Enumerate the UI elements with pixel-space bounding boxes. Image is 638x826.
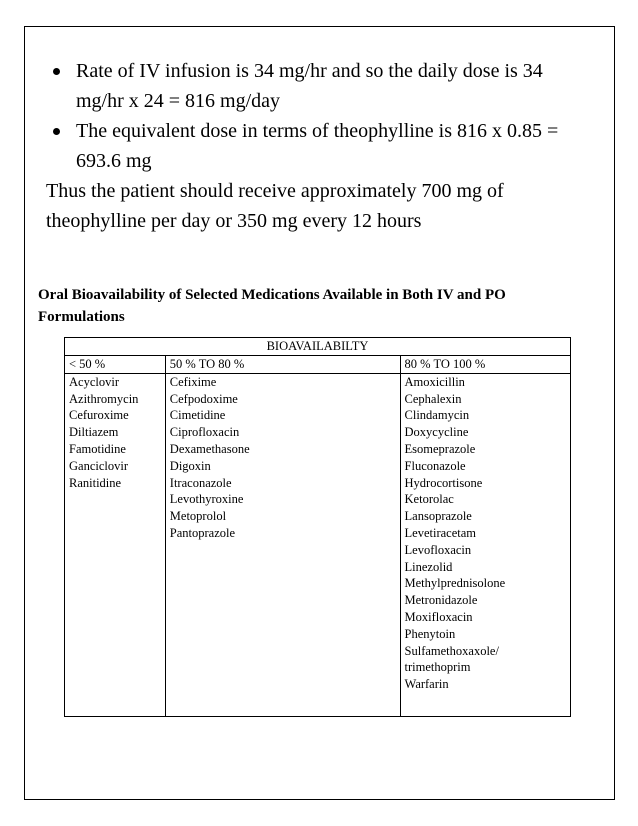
drug-name: Sulfamethoxaxole/ [404,643,499,658]
table-group-header: BIOAVAILABILTY [65,338,571,356]
list-item: The equivalent dose in terms of theophylline is 816 x 0.85 = 693.6 mg [52,116,592,176]
drug-name: Moxifloxacin [404,609,473,624]
drug-name: trimethoprim [404,660,471,675]
list-item: Rate of IV infusion is 34 mg/hr and so the daily dose is 34 mg/hr x 24 = 816 mg/day [52,56,592,116]
table-caption: Oral Bioavailability of Selected Medications Available in Both IV and PO Formulations [38,287,506,325]
drug-name: Pantoprazole [169,525,236,540]
bioavailability-table [64,337,571,717]
drug-name: Cefuroxime [69,408,129,423]
drug-name: Clindamycin [404,408,470,423]
drug-name: Linezolid [404,559,453,574]
drug-name: Metoprolol [169,509,227,524]
dose-calculation-list [52,56,592,176]
column-header-mid: 50 % TO 80 % [165,356,400,374]
drug-name: Famotidine [69,441,126,456]
conclusion-paragraph: Thus the patient should receive approximately 700 mg of theophylline per day or 350 mg every 12 hours [46,180,504,232]
drug-name: Lansoprazole [404,509,472,524]
drug-name: Cefpodoxime [169,391,238,406]
drug-name: Ganciclovir [69,458,129,473]
drug-name: Dexamethasone [169,441,250,456]
drug-name: Levetiracetam [404,525,476,540]
column-mid-items [165,373,400,716]
drug-name: Levofloxacin [404,542,472,557]
column-header-low: < 50 % [65,356,166,374]
drug-name: Doxycycline [404,425,469,440]
drug-name: Esomeprazole [404,441,476,456]
drug-name: Metronidazole [404,593,478,608]
drug-name: Cefixime [169,374,217,389]
drug-name: Methylprednisolone [404,576,506,591]
drug-name: Diltiazem [69,425,119,440]
drug-name: Phenytoin [404,626,456,641]
column-low-items [65,373,166,716]
drug-name: Acyclovir [69,374,119,389]
drug-name: Hydrocortisone [404,475,483,490]
drug-name: Cephalexin [404,391,462,406]
drug-name: Fluconazole [404,458,466,473]
drug-name: Amoxicillin [404,374,465,389]
column-high-items [400,373,570,716]
drug-name: Ciprofloxacin [169,425,240,440]
drug-name: Ranitidine [69,475,122,490]
drug-name: Ketorolac [404,492,454,507]
drug-name: Digoxin [169,458,211,473]
drug-name: Cimetidine [169,408,226,423]
drug-name: Itraconazole [169,475,232,490]
drug-name: Azithromycin [69,391,139,406]
drug-name: Levothyroxine [169,492,244,507]
drug-name: Warfarin [404,677,449,692]
column-header-high: 80 % TO 100 % [400,356,570,374]
